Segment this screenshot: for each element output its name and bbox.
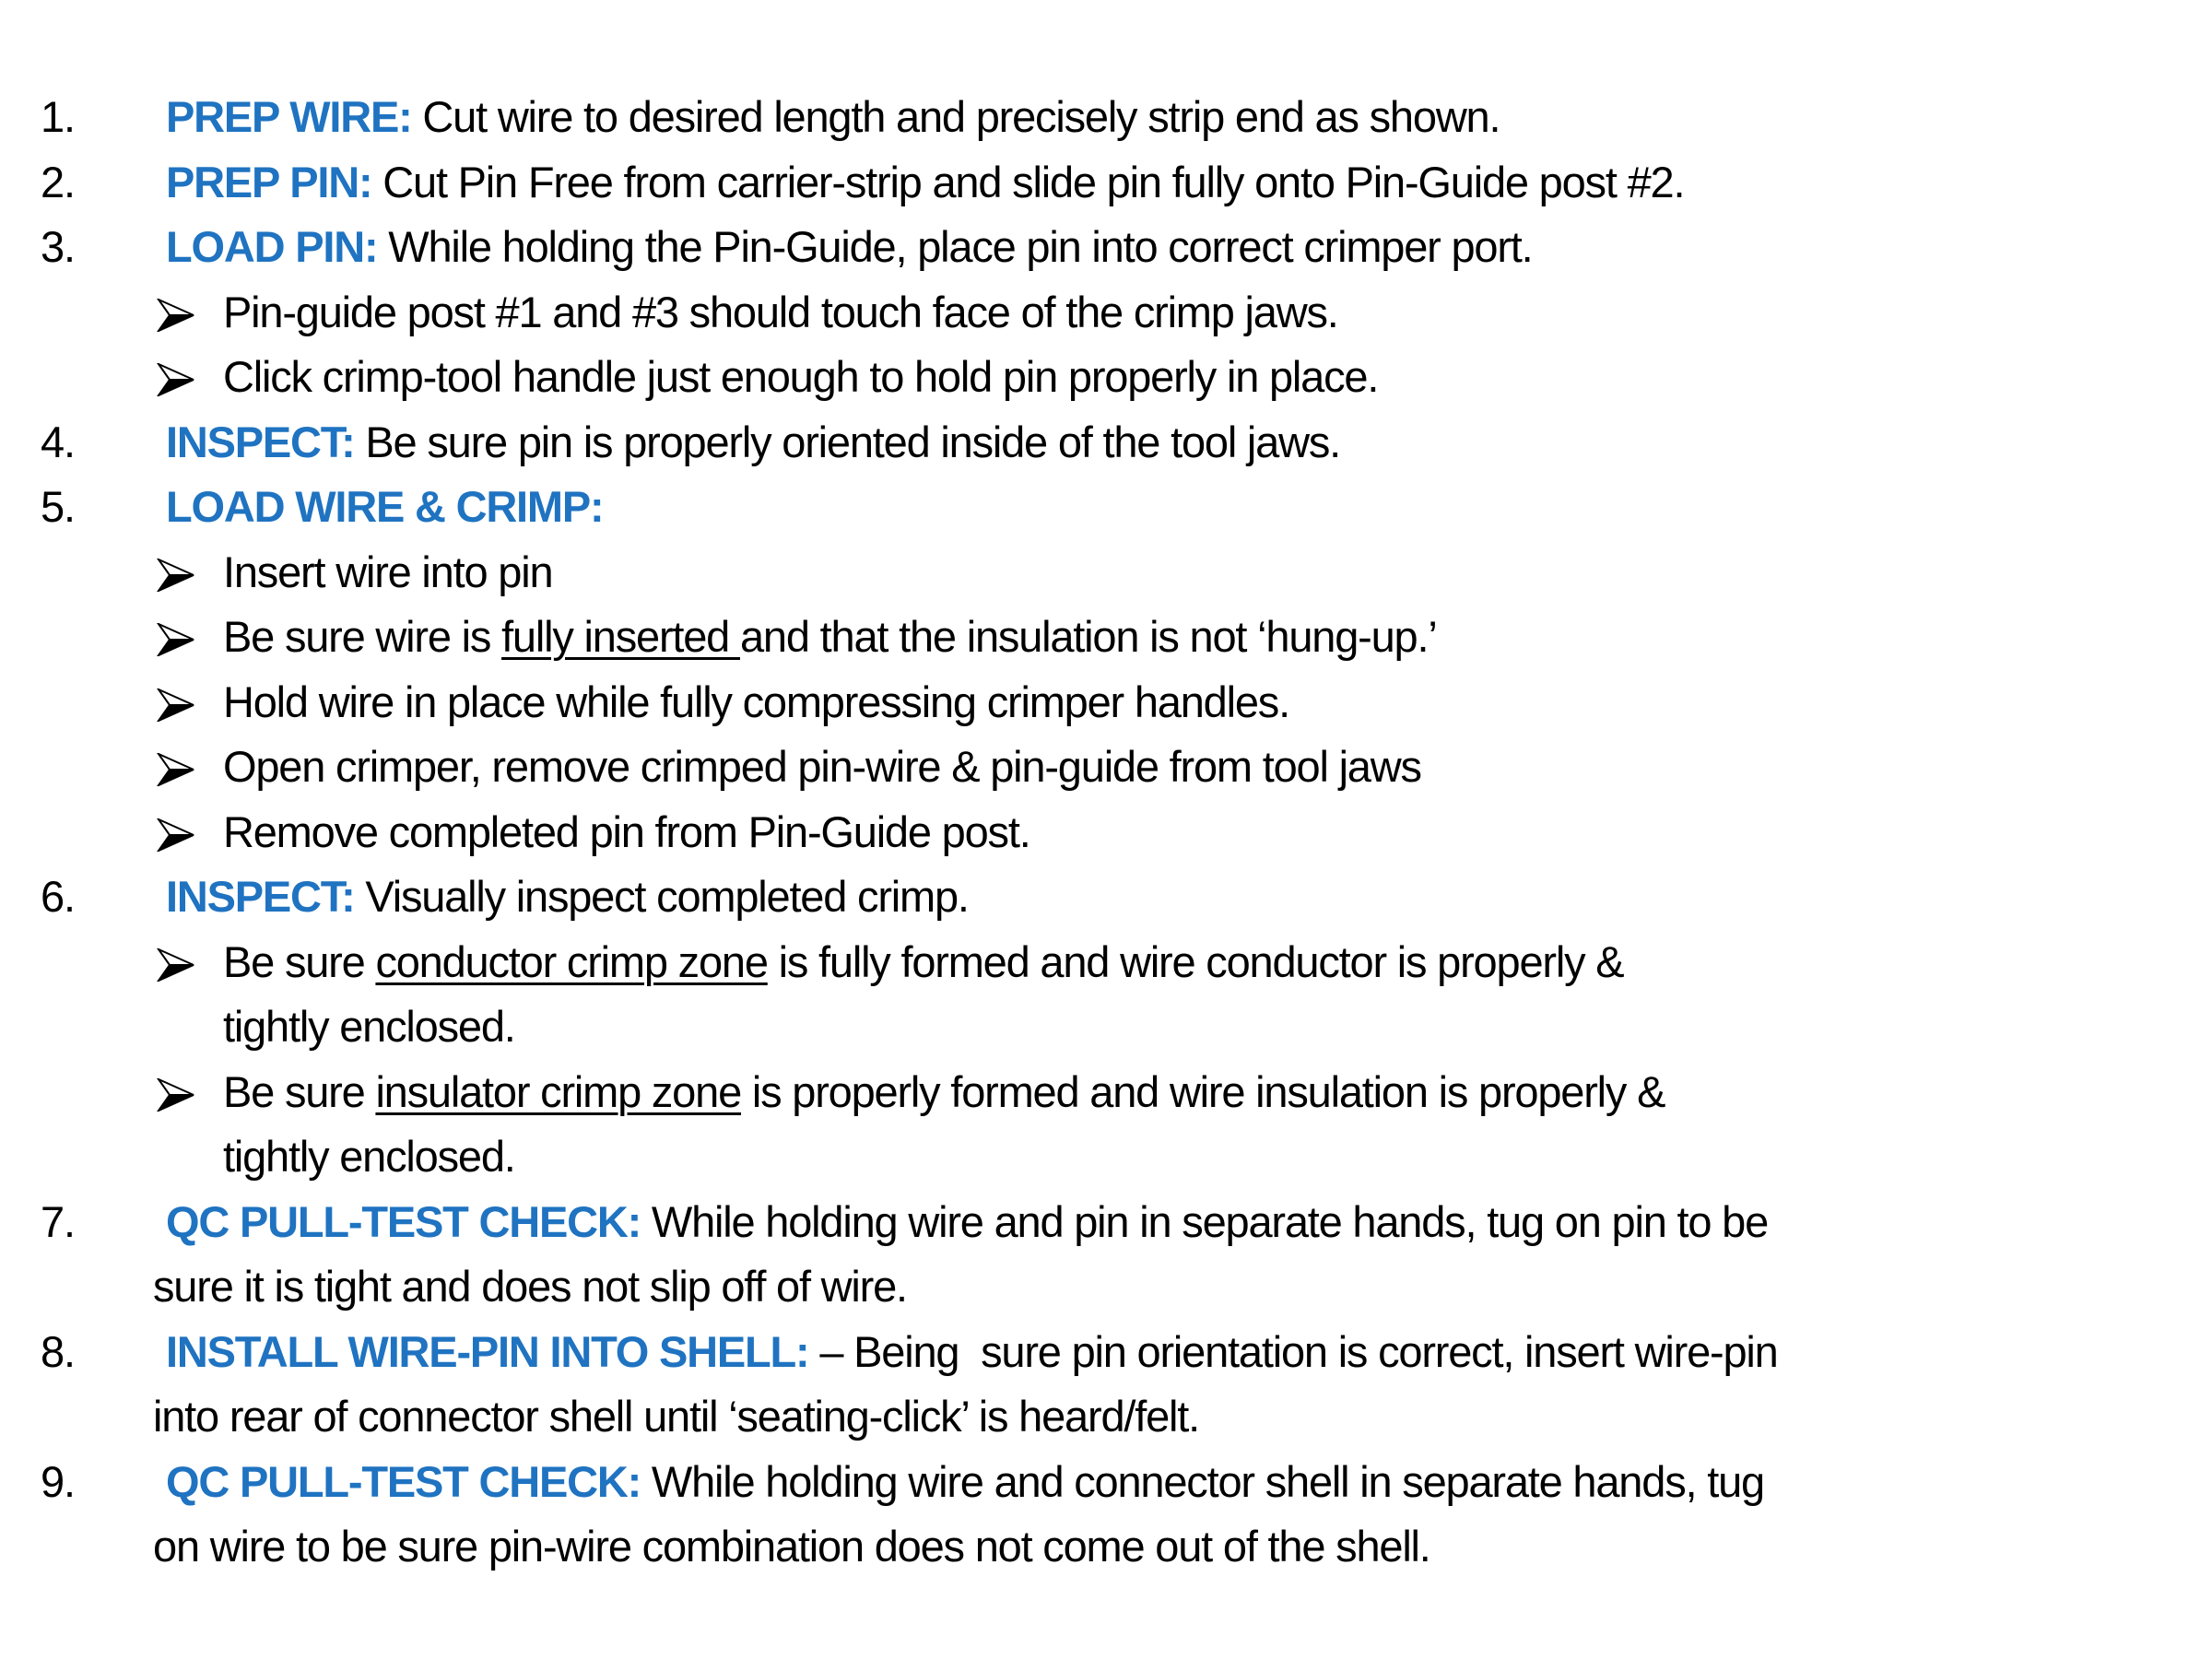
bullet-continuation-text: tightly enclosed.	[223, 1002, 515, 1051]
step-8	[0, 1320, 2212, 1385]
step-heading: INSPECT:	[166, 872, 355, 921]
step-heading: PREP WIRE:	[166, 92, 412, 141]
step-number: 9.	[41, 1456, 75, 1506]
step-text: Be sure pin is properly oriented inside of the tool jaws.	[354, 417, 1341, 466]
bullet-text: Open crimper, remove crimped pin-wire & pin-guide from tool jaws	[223, 742, 1421, 791]
step-9	[0, 1450, 2212, 1515]
step-5-bullet-3	[0, 670, 2212, 735]
step-heading: QC PULL-TEST CHECK:	[166, 1456, 641, 1506]
step-text: While holding wire and pin in separate hands, tug on pin to be	[641, 1196, 1769, 1246]
step-5-bullet-4	[0, 735, 2212, 800]
step-text: While holding the Pin-Guide, place pin into correct crimper port.	[377, 222, 1533, 271]
step-7	[0, 1190, 2212, 1255]
step-number: 6.	[41, 872, 75, 921]
bullet-text: Be sure	[223, 936, 376, 986]
bullet-text: Hold wire in place while fully compressing crimper handles.	[223, 677, 1289, 726]
step-4	[0, 410, 2212, 476]
step-continuation-text: sure it is tight and does not slip off of wire.	[153, 1262, 907, 1311]
step-5-bullet-5	[0, 800, 2212, 865]
step-heading: INSTALL WIRE-PIN INTO SHELL:	[166, 1326, 809, 1376]
bullet-text: is fully formed and wire conductor is properly &	[767, 936, 1624, 986]
bullet-text: Click crimp-tool handle just enough to hold pin properly in place.	[223, 352, 1379, 401]
underlined-emphasis: insulator crimp zone	[375, 1066, 742, 1116]
step-6-bullet-1-continuation	[0, 994, 2212, 1060]
bullet-continuation-text: tightly enclosed.	[223, 1132, 515, 1181]
bullet-text: is properly formed and wire insulation is properly &	[741, 1066, 1665, 1116]
step-heading: PREP PIN:	[166, 157, 372, 206]
arrowhead-bullet-icon	[157, 363, 195, 396]
arrowhead-bullet-icon	[157, 753, 195, 786]
step-5-bullet-2	[0, 605, 2212, 670]
arrowhead-bullet-icon	[157, 818, 195, 852]
step-heading: LOAD WIRE & CRIMP:	[166, 482, 604, 531]
step-9-continuation	[0, 1514, 2212, 1580]
step-number: 1.	[41, 92, 75, 141]
bullet-text: Pin-guide post #1 and #3 should touch face of the crimp jaws.	[223, 287, 1338, 336]
step-heading: QC PULL-TEST CHECK:	[166, 1196, 641, 1246]
arrowhead-bullet-icon	[157, 1078, 195, 1112]
bullet-text: Be sure wire is	[223, 612, 502, 661]
step-3-bullet-1	[0, 280, 2212, 346]
step-number: 8.	[41, 1326, 75, 1376]
step-text: Cut wire to desired length and precisely strip end as shown.	[411, 92, 1500, 141]
step-3	[0, 215, 2212, 280]
step-5-bullet-1	[0, 540, 2212, 606]
crimp-procedure-list	[0, 85, 2212, 1580]
step-3-bullet-2	[0, 345, 2212, 410]
arrowhead-bullet-icon	[157, 688, 195, 722]
step-2	[0, 150, 2212, 216]
step-6-bullet-1	[0, 930, 2212, 995]
step-number: 3.	[41, 222, 75, 271]
step-8-continuation	[0, 1384, 2212, 1450]
step-1	[0, 85, 2212, 150]
step-number: 2.	[41, 157, 75, 206]
step-5	[0, 475, 2212, 540]
underlined-emphasis: fully inserted	[501, 612, 740, 661]
arrowhead-bullet-icon	[157, 623, 195, 656]
arrowhead-bullet-icon	[157, 559, 195, 592]
step-number: 7.	[41, 1196, 75, 1246]
step-continuation-text: into rear of connector shell until ‘seating-click’ is heard/felt.	[153, 1392, 1200, 1441]
step-continuation-text: on wire to be sure pin-wire combination does not come out of the shell.	[153, 1522, 1430, 1571]
bullet-text: Insert wire into pin	[223, 547, 553, 596]
step-number: 5.	[41, 482, 75, 531]
step-6	[0, 865, 2212, 930]
underlined-emphasis: conductor crimp zone	[375, 936, 768, 986]
arrowhead-bullet-icon	[157, 299, 195, 332]
bullet-text: Be sure	[223, 1066, 376, 1116]
arrowhead-bullet-icon	[157, 948, 195, 982]
step-number: 4.	[41, 417, 75, 466]
step-text: While holding wire and connector shell in separate hands, tug	[641, 1456, 1764, 1506]
bullet-text: and that the insulation is not ‘hung-up.’	[739, 612, 1437, 661]
step-6-bullet-2	[0, 1060, 2212, 1125]
step-heading: LOAD PIN:	[166, 222, 378, 271]
step-6-bullet-2-continuation	[0, 1124, 2212, 1190]
bullet-text: Remove completed pin from Pin-Guide post.	[223, 806, 1030, 856]
step-heading: INSPECT:	[166, 417, 355, 466]
step-text: Cut Pin Free from carrier-strip and slide pin fully onto Pin-Guide post #2.	[371, 157, 1685, 206]
step-7-continuation	[0, 1254, 2212, 1320]
step-text: – Being sure pin orientation is correct, insert wire-pin	[808, 1326, 1778, 1376]
step-text: Visually inspect completed crimp.	[354, 872, 969, 921]
